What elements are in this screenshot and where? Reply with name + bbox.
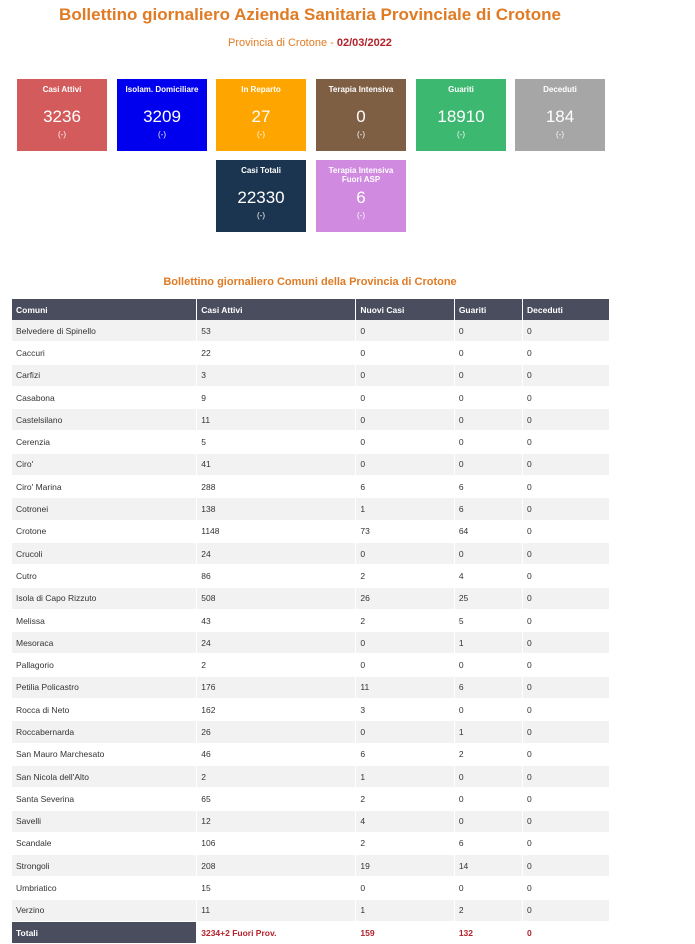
cell-deceduti: 0	[523, 409, 610, 431]
table-row	[12, 743, 610, 765]
cell-deceduti: 0	[523, 743, 610, 765]
cell-guariti: 6	[454, 832, 522, 854]
cell-guariti: 0	[454, 386, 522, 408]
cell-nuovi-casi: 6	[356, 476, 454, 498]
cell-nuovi-casi: 2	[356, 788, 454, 810]
cell-guariti: 6	[454, 476, 522, 498]
cell-nuovi-casi: 0	[356, 320, 454, 342]
table-row	[12, 788, 610, 810]
cell-nuovi-casi: 0	[356, 386, 454, 408]
table-title: Bollettino giornaliero Comuni della Provincia di Crotone	[163, 276, 457, 288]
cell-comune: Crotone	[12, 520, 197, 542]
cell-guariti: 0	[454, 765, 522, 787]
table-row	[12, 676, 610, 698]
cell-nuovi-casi: 2	[356, 832, 454, 854]
bulletin-date: 02/03/2022	[336, 37, 392, 49]
cell-nuovi-casi: 0	[356, 654, 454, 676]
cell-casi-attivi: 53	[197, 320, 356, 342]
cell-nuovi-casi: 1	[356, 498, 454, 520]
cell-nuovi-casi: 1	[356, 765, 454, 787]
cell-deceduti: 0	[523, 788, 610, 810]
cell-deceduti: 0	[523, 855, 610, 877]
cell-casi-attivi: 24	[197, 542, 356, 564]
cell-guariti: 0	[454, 699, 522, 721]
cell-deceduti: 0	[523, 453, 610, 475]
cell-deceduti: 0	[523, 654, 610, 676]
cell-nuovi-casi: 19	[356, 855, 454, 877]
cell-guariti: 0	[454, 453, 522, 475]
totals-nuovi-casi: 159	[356, 922, 454, 944]
cell-comune: Melissa	[12, 609, 197, 631]
totals-casi-attivi: 3234+2 Fuori Prov.	[197, 922, 356, 944]
cell-casi-attivi: 2	[197, 654, 356, 676]
stat-label: Terapia Intensiva Fuori ASP	[328, 166, 394, 184]
cell-deceduti: 0	[523, 320, 610, 342]
stat-box-terapia-intensiva	[316, 79, 406, 151]
cell-comune: Carfizi	[12, 364, 197, 386]
table-row	[12, 386, 610, 408]
totals-row	[12, 922, 610, 944]
cell-deceduti: 0	[523, 765, 610, 787]
cell-casi-attivi: 288	[197, 476, 356, 498]
table-row	[12, 364, 610, 386]
cell-comune: Ciro' Marina	[12, 476, 197, 498]
stat-change: (-)	[357, 211, 365, 220]
cell-deceduti: 0	[523, 632, 610, 654]
cell-nuovi-casi: 0	[356, 431, 454, 453]
stat-label: Casi Totali	[241, 166, 281, 175]
stat-change: (-)	[257, 130, 265, 139]
page-title: Bollettino giornaliero Azienda Sanitaria Provinciale di Crotone	[59, 5, 561, 24]
cell-comune: Savelli	[12, 810, 197, 832]
column-header: Nuovi Casi	[356, 299, 454, 320]
table-row	[12, 431, 610, 453]
cell-casi-attivi: 106	[197, 832, 356, 854]
cell-guariti: 25	[454, 587, 522, 609]
cell-deceduti: 0	[523, 899, 610, 921]
cell-comune: Umbriatico	[12, 877, 197, 899]
province-label: Provincia di Crotone -	[228, 37, 337, 49]
cell-guariti: 2	[454, 899, 522, 921]
cell-casi-attivi: 86	[197, 565, 356, 587]
cell-guariti: 0	[454, 877, 522, 899]
table-row	[12, 476, 610, 498]
table-row	[12, 832, 610, 854]
cell-deceduti: 0	[523, 498, 610, 520]
table-row	[12, 587, 610, 609]
cell-deceduti: 0	[523, 587, 610, 609]
cell-nuovi-casi: 0	[356, 409, 454, 431]
cell-guariti: 2	[454, 743, 522, 765]
cell-comune: Cerenzia	[12, 431, 197, 453]
cell-comune: Belvedere di Spinello	[12, 320, 197, 342]
cell-comune: Crucoli	[12, 542, 197, 564]
stat-change: (-)	[158, 130, 166, 139]
cell-guariti: 5	[454, 609, 522, 631]
cell-guariti: 4	[454, 565, 522, 587]
cell-comune: Caccuri	[12, 342, 197, 364]
cell-casi-attivi: 24	[197, 632, 356, 654]
cell-comune: Santa Severina	[12, 788, 197, 810]
cell-guariti: 14	[454, 855, 522, 877]
cell-comune: Castelsilano	[12, 409, 197, 431]
table-row	[12, 320, 610, 342]
column-header: Casi Attivi	[197, 299, 356, 320]
stat-value: 0	[356, 107, 366, 126]
cell-casi-attivi: 162	[197, 699, 356, 721]
cell-casi-attivi: 15	[197, 877, 356, 899]
cell-nuovi-casi: 6	[356, 743, 454, 765]
stat-change: (-)	[58, 130, 66, 139]
table-row	[12, 877, 610, 899]
cell-comune: Isola di Capo Rizzuto	[12, 587, 197, 609]
cell-deceduti: 0	[523, 721, 610, 743]
cell-deceduti: 0	[523, 386, 610, 408]
cell-comune: Ciro'	[12, 453, 197, 475]
stat-value: 18910	[437, 107, 485, 126]
cell-deceduti: 0	[523, 877, 610, 899]
cell-deceduti: 0	[523, 565, 610, 587]
cell-casi-attivi: 41	[197, 453, 356, 475]
cell-nuovi-casi: 11	[356, 676, 454, 698]
cell-casi-attivi: 12	[197, 810, 356, 832]
cell-casi-attivi: 11	[197, 409, 356, 431]
cell-casi-attivi: 208	[197, 855, 356, 877]
table-row	[12, 342, 610, 364]
cell-casi-attivi: 26	[197, 721, 356, 743]
cell-comune: Roccabernarda	[12, 721, 197, 743]
totals-deceduti: 0	[523, 922, 610, 944]
table-row	[12, 699, 610, 721]
page-subtitle	[0, 36, 620, 50]
cell-comune: Mesoraca	[12, 632, 197, 654]
table-row	[12, 453, 610, 475]
stat-label: Deceduti	[543, 85, 577, 94]
stat-value: 6	[356, 188, 366, 207]
comuni-table	[12, 299, 610, 944]
table-header-row	[12, 299, 610, 320]
cell-guariti: 6	[454, 498, 522, 520]
cell-guariti: 0	[454, 810, 522, 832]
table-row	[12, 542, 610, 564]
cell-deceduti: 0	[523, 832, 610, 854]
cell-guariti: 0	[454, 320, 522, 342]
table-row	[12, 810, 610, 832]
cell-casi-attivi: 9	[197, 386, 356, 408]
cell-deceduti: 0	[523, 676, 610, 698]
column-header: Comuni	[12, 299, 197, 320]
cell-casi-attivi: 65	[197, 788, 356, 810]
table-row	[12, 565, 610, 587]
cell-guariti: 64	[454, 520, 522, 542]
table-row	[12, 721, 610, 743]
stat-value: 184	[545, 107, 575, 126]
cell-deceduti: 0	[523, 542, 610, 564]
table-row	[12, 632, 610, 654]
cell-deceduti: 0	[523, 476, 610, 498]
cell-nuovi-casi: 3	[356, 699, 454, 721]
cell-guariti: 1	[454, 632, 522, 654]
stat-label: Casi Attivi	[42, 85, 82, 94]
stat-box-in-reparto	[216, 79, 306, 151]
cell-guariti: 0	[454, 788, 522, 810]
table-row	[12, 498, 610, 520]
cell-nuovi-casi: 73	[356, 520, 454, 542]
cell-guariti: 1	[454, 721, 522, 743]
cell-guariti: 0	[454, 364, 522, 386]
cell-casi-attivi: 46	[197, 743, 356, 765]
cell-nuovi-casi: 2	[356, 565, 454, 587]
stat-change: (-)	[357, 130, 365, 139]
cell-casi-attivi: 5	[197, 431, 356, 453]
cell-guariti: 0	[454, 409, 522, 431]
cell-nuovi-casi: 4	[356, 810, 454, 832]
totals-label: Totali	[12, 922, 197, 944]
cell-comune: Strongoli	[12, 855, 197, 877]
totals-guariti: 132	[454, 922, 522, 944]
cell-comune: Petilia Policastro	[12, 676, 197, 698]
cell-casi-attivi: 43	[197, 609, 356, 631]
cell-guariti: 0	[454, 342, 522, 364]
cell-comune: Scandale	[12, 832, 197, 854]
cell-casi-attivi: 22	[197, 342, 356, 364]
cell-nuovi-casi: 0	[356, 364, 454, 386]
stat-box-deceduti	[515, 79, 605, 151]
cell-guariti: 6	[454, 676, 522, 698]
column-header: Guariti	[454, 299, 522, 320]
cell-nuovi-casi: 0	[356, 721, 454, 743]
cell-deceduti: 0	[523, 810, 610, 832]
stat-change: (-)	[556, 130, 564, 139]
cell-deceduti: 0	[523, 520, 610, 542]
cell-casi-attivi: 11	[197, 899, 356, 921]
stat-value: 3209	[143, 107, 181, 126]
cell-comune: San Nicola dell'Alto	[12, 765, 197, 787]
cell-guariti: 0	[454, 542, 522, 564]
table-row	[12, 654, 610, 676]
cell-casi-attivi: 3	[197, 364, 356, 386]
cell-deceduti: 0	[523, 609, 610, 631]
cell-comune: Cotronei	[12, 498, 197, 520]
stat-label: In Reparto	[241, 85, 281, 94]
cell-nuovi-casi: 0	[356, 342, 454, 364]
stat-box-terapia-intensiva-fuori-asp	[316, 160, 406, 232]
cell-nuovi-casi: 1	[356, 899, 454, 921]
stat-value: 22330	[237, 188, 285, 207]
table-row	[12, 765, 610, 787]
cell-nuovi-casi: 0	[356, 453, 454, 475]
cell-deceduti: 0	[523, 364, 610, 386]
stat-label: Guariti	[448, 85, 474, 94]
stat-value: 3236	[43, 107, 81, 126]
stat-change: (-)	[257, 211, 265, 220]
cell-nuovi-casi: 0	[356, 632, 454, 654]
stat-box-casi-attivi	[17, 79, 107, 151]
cell-comune: Rocca di Neto	[12, 699, 197, 721]
cell-comune: Casabona	[12, 386, 197, 408]
cell-deceduti: 0	[523, 342, 610, 364]
cell-casi-attivi: 1148	[197, 520, 356, 542]
cell-comune: Pallagorio	[12, 654, 197, 676]
table-row	[12, 409, 610, 431]
cell-nuovi-casi: 0	[356, 877, 454, 899]
cell-casi-attivi: 2	[197, 765, 356, 787]
cell-guariti: 0	[454, 431, 522, 453]
table-row	[12, 899, 610, 921]
cell-deceduti: 0	[523, 699, 610, 721]
stat-label: Isolam. Domiciliare	[125, 85, 199, 94]
cell-nuovi-casi: 2	[356, 609, 454, 631]
table-row	[12, 855, 610, 877]
cell-comune: Verzino	[12, 899, 197, 921]
stat-value: 27	[251, 107, 271, 126]
cell-nuovi-casi: 26	[356, 587, 454, 609]
stat-box-isolamento-domiciliare	[117, 79, 207, 151]
stat-change: (-)	[457, 130, 465, 139]
stat-box-casi-totali	[216, 160, 306, 232]
cell-guariti: 0	[454, 654, 522, 676]
cell-comune: Cutro	[12, 565, 197, 587]
table-row	[12, 609, 610, 631]
cell-deceduti: 0	[523, 431, 610, 453]
column-header: Deceduti	[523, 299, 610, 320]
cell-comune: San Mauro Marchesato	[12, 743, 197, 765]
cell-nuovi-casi: 0	[356, 542, 454, 564]
stat-box-guariti	[416, 79, 506, 151]
cell-casi-attivi: 176	[197, 676, 356, 698]
cell-casi-attivi: 508	[197, 587, 356, 609]
stat-label: Terapia Intensiva	[328, 85, 394, 94]
cell-casi-attivi: 138	[197, 498, 356, 520]
table-row	[12, 520, 610, 542]
